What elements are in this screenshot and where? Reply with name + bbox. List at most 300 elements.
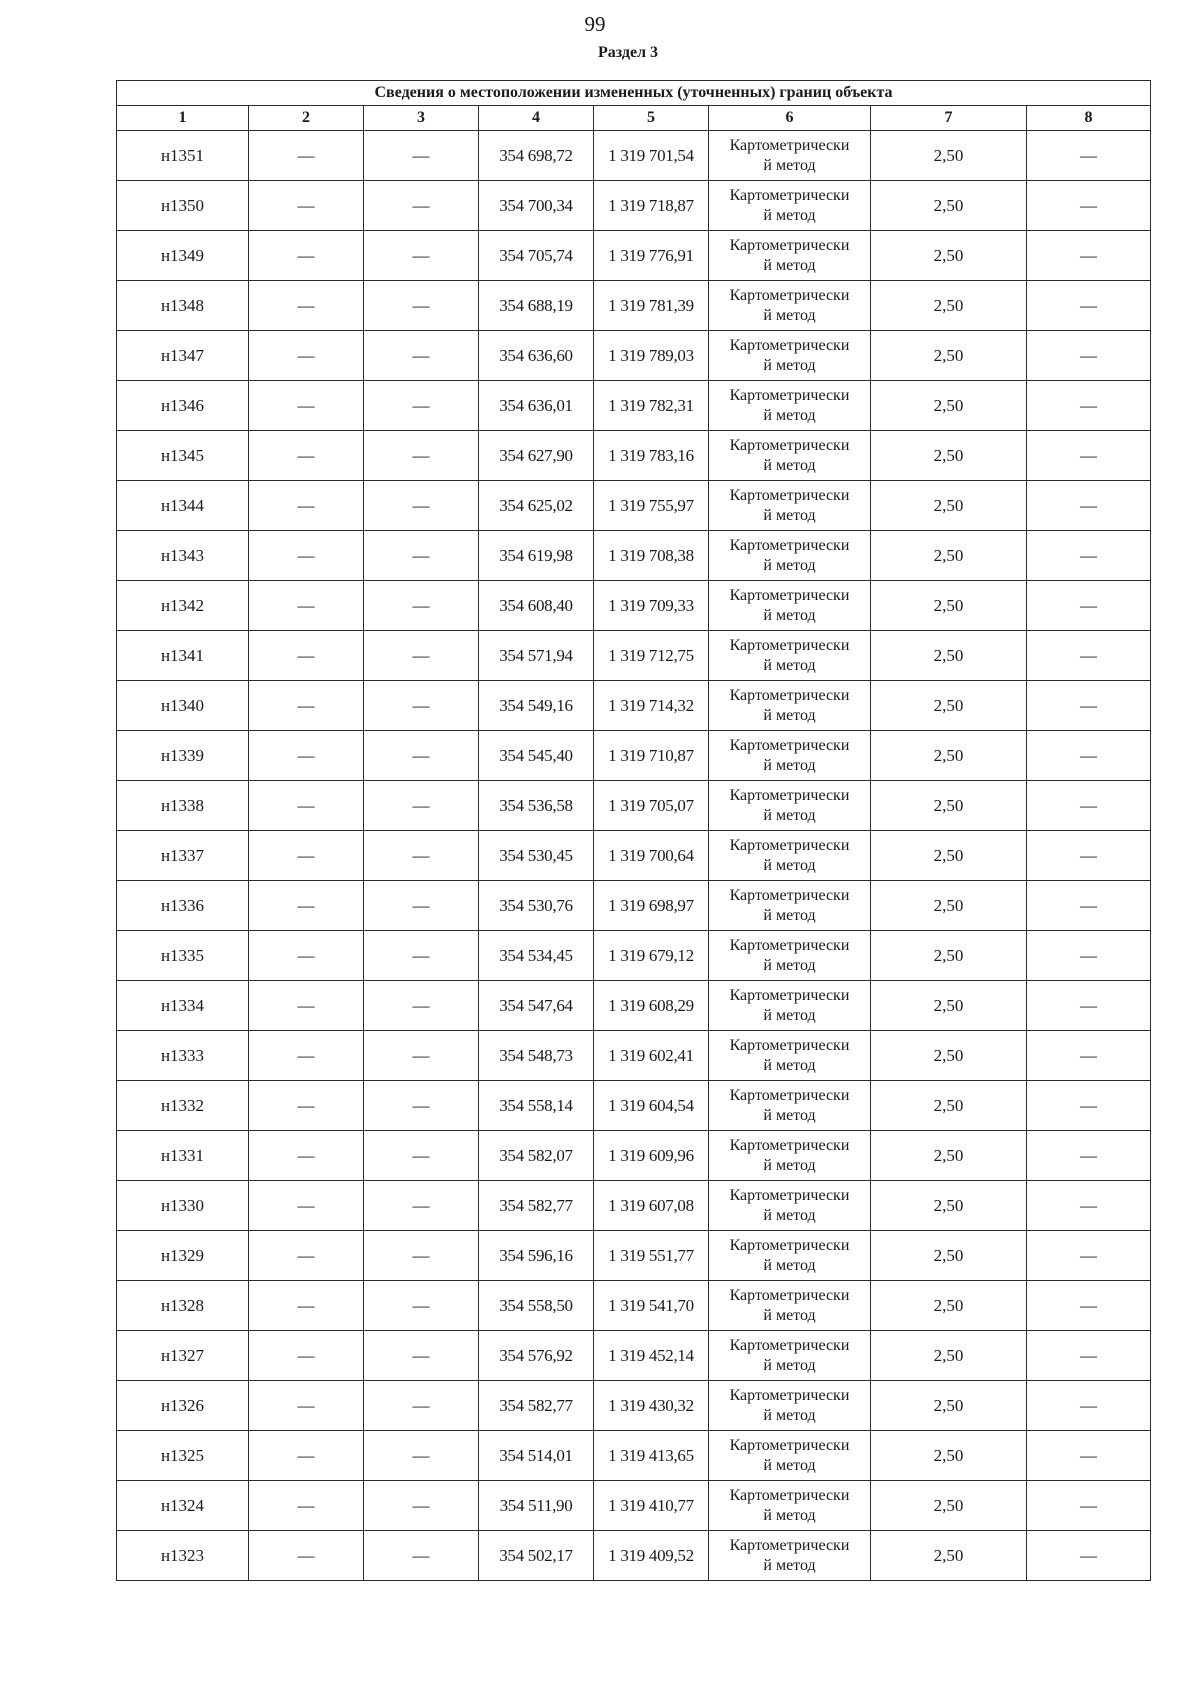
empty-col2-cell: — xyxy=(249,581,364,631)
y-coordinate-cell: 1 319 783,16 xyxy=(594,431,709,481)
empty-col8-cell: — xyxy=(1027,1481,1151,1531)
empty-col8-cell: — xyxy=(1027,1081,1151,1131)
table-row xyxy=(117,631,1151,681)
point-cell: н1341 xyxy=(117,631,249,681)
accuracy-cell: 2,50 xyxy=(871,1231,1027,1281)
method-line-2: й метод xyxy=(763,1406,816,1424)
empty-col3-cell: — xyxy=(364,1031,479,1081)
table-row xyxy=(117,1331,1151,1381)
method-line-2: й метод xyxy=(763,506,816,524)
accuracy-cell: 2,50 xyxy=(871,781,1027,831)
accuracy-cell: 2,50 xyxy=(871,281,1027,331)
empty-col2-cell: — xyxy=(249,831,364,881)
empty-col8-cell: — xyxy=(1027,1281,1151,1331)
y-coordinate-cell: 1 319 609,96 xyxy=(594,1131,709,1181)
empty-col3-cell: — xyxy=(364,481,479,531)
method-line-2: й метод xyxy=(763,956,816,974)
accuracy-cell: 2,50 xyxy=(871,831,1027,881)
y-coordinate-cell: 1 319 705,07 xyxy=(594,781,709,831)
empty-col8-cell: — xyxy=(1027,181,1151,231)
point-cell: н1346 xyxy=(117,381,249,431)
x-coordinate-cell: 354 688,19 xyxy=(479,281,594,331)
y-coordinate-cell: 1 319 718,87 xyxy=(594,181,709,231)
method-cell xyxy=(709,381,871,431)
point-cell: н1348 xyxy=(117,281,249,331)
page-number: 99 xyxy=(584,12,606,36)
y-coordinate-cell: 1 319 410,77 xyxy=(594,1481,709,1531)
y-coordinate-cell: 1 319 776,91 xyxy=(594,231,709,281)
y-coordinate-cell: 1 319 608,29 xyxy=(594,981,709,1031)
empty-col8-cell: — xyxy=(1027,1031,1151,1081)
method-line-1: Картометрически xyxy=(729,686,850,704)
x-coordinate-cell: 354 596,16 xyxy=(479,1231,594,1281)
empty-col3-cell: — xyxy=(364,1331,479,1381)
point-cell: н1336 xyxy=(117,881,249,931)
column-header-5: 5 xyxy=(594,106,709,131)
point-cell: н1339 xyxy=(117,731,249,781)
y-coordinate-cell: 1 319 700,64 xyxy=(594,831,709,881)
method-line-2: й метод xyxy=(763,556,816,574)
accuracy-cell: 2,50 xyxy=(871,681,1027,731)
y-coordinate-cell: 1 319 701,54 xyxy=(594,131,709,181)
method-line-1: Картометрически xyxy=(729,486,850,504)
accuracy-cell: 2,50 xyxy=(871,1481,1027,1531)
method-line-1: Картометрически xyxy=(729,986,850,1004)
empty-col3-cell: — xyxy=(364,1481,479,1531)
empty-col8-cell: — xyxy=(1027,1131,1151,1181)
empty-col2-cell: — xyxy=(249,1131,364,1181)
accuracy-cell: 2,50 xyxy=(871,581,1027,631)
method-line-2: й метод xyxy=(763,1506,816,1524)
empty-col3-cell: — xyxy=(364,881,479,931)
method-line-2: й метод xyxy=(763,756,816,774)
x-coordinate-cell: 354 511,90 xyxy=(479,1481,594,1531)
method-cell xyxy=(709,531,871,581)
accuracy-cell: 2,50 xyxy=(871,131,1027,181)
x-coordinate-cell: 354 571,94 xyxy=(479,631,594,681)
empty-col3-cell: — xyxy=(364,1081,479,1131)
point-cell: н1328 xyxy=(117,1281,249,1331)
y-coordinate-cell: 1 319 708,38 xyxy=(594,531,709,581)
method-cell xyxy=(709,181,871,231)
accuracy-cell: 2,50 xyxy=(871,1031,1027,1081)
boundary-table xyxy=(116,80,1151,1581)
empty-col3-cell: — xyxy=(364,731,479,781)
empty-col8-cell: — xyxy=(1027,531,1151,581)
accuracy-cell: 2,50 xyxy=(871,381,1027,431)
empty-col8-cell: — xyxy=(1027,381,1151,431)
y-coordinate-cell: 1 319 409,52 xyxy=(594,1531,709,1581)
method-line-2: й метод xyxy=(763,606,816,624)
accuracy-cell: 2,50 xyxy=(871,1531,1027,1581)
x-coordinate-cell: 354 698,72 xyxy=(479,131,594,181)
method-cell xyxy=(709,1081,871,1131)
point-cell: н1337 xyxy=(117,831,249,881)
empty-col3-cell: — xyxy=(364,231,479,281)
empty-col8-cell: — xyxy=(1027,431,1151,481)
empty-col2-cell: — xyxy=(249,1031,364,1081)
empty-col2-cell: — xyxy=(249,781,364,831)
method-line-1: Картометрически xyxy=(729,1386,850,1404)
point-cell: н1344 xyxy=(117,481,249,531)
x-coordinate-cell: 354 636,01 xyxy=(479,381,594,431)
empty-col3-cell: — xyxy=(364,581,479,631)
table-row xyxy=(117,1181,1151,1231)
method-line-1: Картометрически xyxy=(729,1286,850,1304)
column-header-2: 2 xyxy=(249,106,364,131)
empty-col2-cell: — xyxy=(249,381,364,431)
empty-col2-cell: — xyxy=(249,331,364,381)
method-line-1: Картометрически xyxy=(729,286,850,304)
point-cell: н1347 xyxy=(117,331,249,381)
method-line-2: й метод xyxy=(763,706,816,724)
column-header-6: 6 xyxy=(709,106,871,131)
x-coordinate-cell: 354 547,64 xyxy=(479,981,594,1031)
empty-col2-cell: — xyxy=(249,681,364,731)
method-line-1: Картометрически xyxy=(729,1186,850,1204)
column-header-row xyxy=(117,106,1151,131)
table-row xyxy=(117,381,1151,431)
empty-col2-cell: — xyxy=(249,1281,364,1331)
x-coordinate-cell: 354 619,98 xyxy=(479,531,594,581)
point-cell: н1349 xyxy=(117,231,249,281)
empty-col8-cell: — xyxy=(1027,481,1151,531)
method-line-2: й метод xyxy=(763,456,816,474)
table-row xyxy=(117,1531,1151,1581)
empty-col8-cell: — xyxy=(1027,131,1151,181)
table-row xyxy=(117,1081,1151,1131)
empty-col2-cell: — xyxy=(249,931,364,981)
table-row xyxy=(117,131,1151,181)
x-coordinate-cell: 354 627,90 xyxy=(479,431,594,481)
empty-col8-cell: — xyxy=(1027,1231,1151,1281)
accuracy-cell: 2,50 xyxy=(871,531,1027,581)
accuracy-cell: 2,50 xyxy=(871,1381,1027,1431)
empty-col2-cell: — xyxy=(249,481,364,531)
method-line-2: й метод xyxy=(763,906,816,924)
method-line-2: й метод xyxy=(763,806,816,824)
y-coordinate-cell: 1 319 679,12 xyxy=(594,931,709,981)
table-row xyxy=(117,831,1151,881)
method-line-1: Картометрически xyxy=(729,1136,850,1154)
method-line-2: й метод xyxy=(763,356,816,374)
method-cell xyxy=(709,331,871,381)
table-row xyxy=(117,181,1151,231)
table-row xyxy=(117,581,1151,631)
method-line-1: Картометрически xyxy=(729,1436,850,1454)
empty-col2-cell: — xyxy=(249,981,364,1031)
empty-col2-cell: — xyxy=(249,1381,364,1431)
empty-col2-cell: — xyxy=(249,231,364,281)
empty-col3-cell: — xyxy=(364,1431,479,1481)
method-line-2: й метод xyxy=(763,1156,816,1174)
method-cell xyxy=(709,1531,871,1581)
method-line-1: Картометрически xyxy=(729,836,850,854)
method-line-1: Картометрически xyxy=(729,136,850,154)
empty-col3-cell: — xyxy=(364,931,479,981)
method-line-2: й метод xyxy=(763,856,816,874)
method-cell xyxy=(709,431,871,481)
method-line-1: Картометрически xyxy=(729,636,850,654)
table-body xyxy=(117,131,1151,1581)
method-line-2: й метод xyxy=(763,1256,816,1274)
point-cell: н1329 xyxy=(117,1231,249,1281)
empty-col3-cell: — xyxy=(364,131,479,181)
method-cell xyxy=(709,831,871,881)
empty-col3-cell: — xyxy=(364,1381,479,1431)
method-line-2: й метод xyxy=(763,1556,816,1574)
x-coordinate-cell: 354 700,34 xyxy=(479,181,594,231)
empty-col2-cell: — xyxy=(249,631,364,681)
point-cell: н1345 xyxy=(117,431,249,481)
table-row xyxy=(117,481,1151,531)
table-row xyxy=(117,531,1151,581)
y-coordinate-cell: 1 319 551,77 xyxy=(594,1231,709,1281)
x-coordinate-cell: 354 582,07 xyxy=(479,1131,594,1181)
table-row xyxy=(117,681,1151,731)
y-coordinate-cell: 1 319 604,54 xyxy=(594,1081,709,1131)
method-line-1: Картометрически xyxy=(729,886,850,904)
y-coordinate-cell: 1 319 541,70 xyxy=(594,1281,709,1331)
point-cell: н1324 xyxy=(117,1481,249,1531)
column-header-8: 8 xyxy=(1027,106,1151,131)
x-coordinate-cell: 354 536,58 xyxy=(479,781,594,831)
empty-col2-cell: — xyxy=(249,1481,364,1531)
method-line-1: Картометрически xyxy=(729,1036,850,1054)
method-cell xyxy=(709,981,871,1031)
method-cell xyxy=(709,1231,871,1281)
method-line-2: й метод xyxy=(763,1006,816,1024)
empty-col3-cell: — xyxy=(364,1181,479,1231)
column-header-4: 4 xyxy=(479,106,594,131)
table-row xyxy=(117,931,1151,981)
empty-col8-cell: — xyxy=(1027,1381,1151,1431)
empty-col2-cell: — xyxy=(249,181,364,231)
method-line-2: й метод xyxy=(763,1306,816,1324)
method-line-2: й метод xyxy=(763,1206,816,1224)
empty-col2-cell: — xyxy=(249,731,364,781)
empty-col3-cell: — xyxy=(364,1231,479,1281)
accuracy-cell: 2,50 xyxy=(871,431,1027,481)
x-coordinate-cell: 354 558,50 xyxy=(479,1281,594,1331)
y-coordinate-cell: 1 319 607,08 xyxy=(594,1181,709,1231)
table-row xyxy=(117,981,1151,1031)
method-line-1: Картометрически xyxy=(729,186,850,204)
empty-col8-cell: — xyxy=(1027,631,1151,681)
method-line-1: Картометрически xyxy=(729,436,850,454)
accuracy-cell: 2,50 xyxy=(871,731,1027,781)
point-cell: н1342 xyxy=(117,581,249,631)
accuracy-cell: 2,50 xyxy=(871,231,1027,281)
column-header-3: 3 xyxy=(364,106,479,131)
y-coordinate-cell: 1 319 712,75 xyxy=(594,631,709,681)
empty-col2-cell: — xyxy=(249,1431,364,1481)
method-cell xyxy=(709,681,871,731)
method-line-2: й метод xyxy=(763,1356,816,1374)
method-line-1: Картометрически xyxy=(729,336,850,354)
accuracy-cell: 2,50 xyxy=(871,1331,1027,1381)
accuracy-cell: 2,50 xyxy=(871,931,1027,981)
point-cell: н1331 xyxy=(117,1131,249,1181)
empty-col8-cell: — xyxy=(1027,981,1151,1031)
empty-col8-cell: — xyxy=(1027,331,1151,381)
method-line-1: Картометрически xyxy=(729,536,850,554)
method-line-1: Картометрически xyxy=(729,786,850,804)
method-line-2: й метод xyxy=(763,406,816,424)
y-coordinate-cell: 1 319 709,33 xyxy=(594,581,709,631)
table-row xyxy=(117,731,1151,781)
method-line-2: й метод xyxy=(763,156,816,174)
empty-col2-cell: — xyxy=(249,881,364,931)
point-cell: н1326 xyxy=(117,1381,249,1431)
accuracy-cell: 2,50 xyxy=(871,1081,1027,1131)
x-coordinate-cell: 354 636,60 xyxy=(479,331,594,381)
method-cell xyxy=(709,631,871,681)
method-cell xyxy=(709,931,871,981)
method-cell xyxy=(709,231,871,281)
point-cell: н1323 xyxy=(117,1531,249,1581)
method-line-2: й метод xyxy=(763,1106,816,1124)
empty-col3-cell: — xyxy=(364,281,479,331)
table-row xyxy=(117,431,1151,481)
empty-col8-cell: — xyxy=(1027,931,1151,981)
method-cell xyxy=(709,281,871,331)
table-row xyxy=(117,1281,1151,1331)
method-line-1: Картометрически xyxy=(729,736,850,754)
point-cell: н1340 xyxy=(117,681,249,731)
empty-col3-cell: — xyxy=(364,981,479,1031)
method-cell xyxy=(709,731,871,781)
y-coordinate-cell: 1 319 602,41 xyxy=(594,1031,709,1081)
method-cell xyxy=(709,1331,871,1381)
empty-col3-cell: — xyxy=(364,531,479,581)
method-line-1: Картометрически xyxy=(729,1536,850,1554)
empty-col8-cell: — xyxy=(1027,731,1151,781)
x-coordinate-cell: 354 576,92 xyxy=(479,1331,594,1381)
point-cell: н1332 xyxy=(117,1081,249,1131)
empty-col8-cell: — xyxy=(1027,581,1151,631)
empty-col8-cell: — xyxy=(1027,831,1151,881)
table-row xyxy=(117,1431,1151,1481)
empty-col3-cell: — xyxy=(364,631,479,681)
empty-col2-cell: — xyxy=(249,531,364,581)
empty-col3-cell: — xyxy=(364,831,479,881)
table-row xyxy=(117,331,1151,381)
x-coordinate-cell: 354 545,40 xyxy=(479,731,594,781)
x-coordinate-cell: 354 549,16 xyxy=(479,681,594,731)
method-cell xyxy=(709,131,871,181)
table-row xyxy=(117,231,1151,281)
accuracy-cell: 2,50 xyxy=(871,181,1027,231)
accuracy-cell: 2,50 xyxy=(871,1431,1027,1481)
method-line-1: Картометрически xyxy=(729,586,850,604)
point-cell: н1350 xyxy=(117,181,249,231)
empty-col3-cell: — xyxy=(364,1531,479,1581)
accuracy-cell: 2,50 xyxy=(871,1131,1027,1181)
x-coordinate-cell: 354 625,02 xyxy=(479,481,594,531)
empty-col3-cell: — xyxy=(364,1131,479,1181)
y-coordinate-cell: 1 319 430,32 xyxy=(594,1381,709,1431)
empty-col3-cell: — xyxy=(364,781,479,831)
accuracy-cell: 2,50 xyxy=(871,631,1027,681)
empty-col8-cell: — xyxy=(1027,1531,1151,1581)
method-line-1: Картометрически xyxy=(729,1486,850,1504)
x-coordinate-cell: 354 548,73 xyxy=(479,1031,594,1081)
empty-col2-cell: — xyxy=(249,281,364,331)
empty-col2-cell: — xyxy=(249,1231,364,1281)
y-coordinate-cell: 1 319 452,14 xyxy=(594,1331,709,1381)
method-cell xyxy=(709,1031,871,1081)
x-coordinate-cell: 354 582,77 xyxy=(479,1381,594,1431)
method-line-1: Картометрически xyxy=(729,1086,850,1104)
x-coordinate-cell: 354 608,40 xyxy=(479,581,594,631)
y-coordinate-cell: 1 319 782,31 xyxy=(594,381,709,431)
y-coordinate-cell: 1 319 714,32 xyxy=(594,681,709,731)
empty-col3-cell: — xyxy=(364,381,479,431)
table-row xyxy=(117,781,1151,831)
accuracy-cell: 2,50 xyxy=(871,1281,1027,1331)
method-line-2: й метод xyxy=(763,256,816,274)
column-header-7: 7 xyxy=(871,106,1027,131)
empty-col2-cell: — xyxy=(249,131,364,181)
table-row xyxy=(117,1031,1151,1081)
accuracy-cell: 2,50 xyxy=(871,481,1027,531)
accuracy-cell: 2,50 xyxy=(871,881,1027,931)
method-cell xyxy=(709,1181,871,1231)
y-coordinate-cell: 1 319 710,87 xyxy=(594,731,709,781)
method-line-1: Картометрически xyxy=(729,386,850,404)
table-caption: Сведения о местоположении измененных (уточненных) границ объекта xyxy=(117,81,1151,106)
empty-col8-cell: — xyxy=(1027,781,1151,831)
empty-col3-cell: — xyxy=(364,331,479,381)
empty-col2-cell: — xyxy=(249,1181,364,1231)
accuracy-cell: 2,50 xyxy=(871,981,1027,1031)
method-line-2: й метод xyxy=(763,1056,816,1074)
y-coordinate-cell: 1 319 413,65 xyxy=(594,1431,709,1481)
method-cell xyxy=(709,581,871,631)
point-cell: н1338 xyxy=(117,781,249,831)
empty-col3-cell: — xyxy=(364,1281,479,1331)
point-cell: н1333 xyxy=(117,1031,249,1081)
point-cell: н1327 xyxy=(117,1331,249,1381)
empty-col8-cell: — xyxy=(1027,1331,1151,1381)
table-row xyxy=(117,1481,1151,1531)
empty-col2-cell: — xyxy=(249,1531,364,1581)
method-line-1: Картометрически xyxy=(729,1236,850,1254)
y-coordinate-cell: 1 319 755,97 xyxy=(594,481,709,531)
point-cell: н1330 xyxy=(117,1181,249,1231)
y-coordinate-cell: 1 319 789,03 xyxy=(594,331,709,381)
empty-col8-cell: — xyxy=(1027,231,1151,281)
accuracy-cell: 2,50 xyxy=(871,1181,1027,1231)
x-coordinate-cell: 354 530,76 xyxy=(479,881,594,931)
method-line-1: Картометрически xyxy=(729,236,850,254)
accuracy-cell: 2,50 xyxy=(871,331,1027,381)
x-coordinate-cell: 354 558,14 xyxy=(479,1081,594,1131)
point-cell: н1334 xyxy=(117,981,249,1031)
table-row xyxy=(117,281,1151,331)
method-line-2: й метод xyxy=(763,206,816,224)
method-cell xyxy=(709,1281,871,1331)
x-coordinate-cell: 354 705,74 xyxy=(479,231,594,281)
x-coordinate-cell: 354 514,01 xyxy=(479,1431,594,1481)
method-line-1: Картометрически xyxy=(729,936,850,954)
point-cell: н1343 xyxy=(117,531,249,581)
table-row xyxy=(117,1381,1151,1431)
y-coordinate-cell: 1 319 781,39 xyxy=(594,281,709,331)
empty-col2-cell: — xyxy=(249,1081,364,1131)
x-coordinate-cell: 354 534,45 xyxy=(479,931,594,981)
